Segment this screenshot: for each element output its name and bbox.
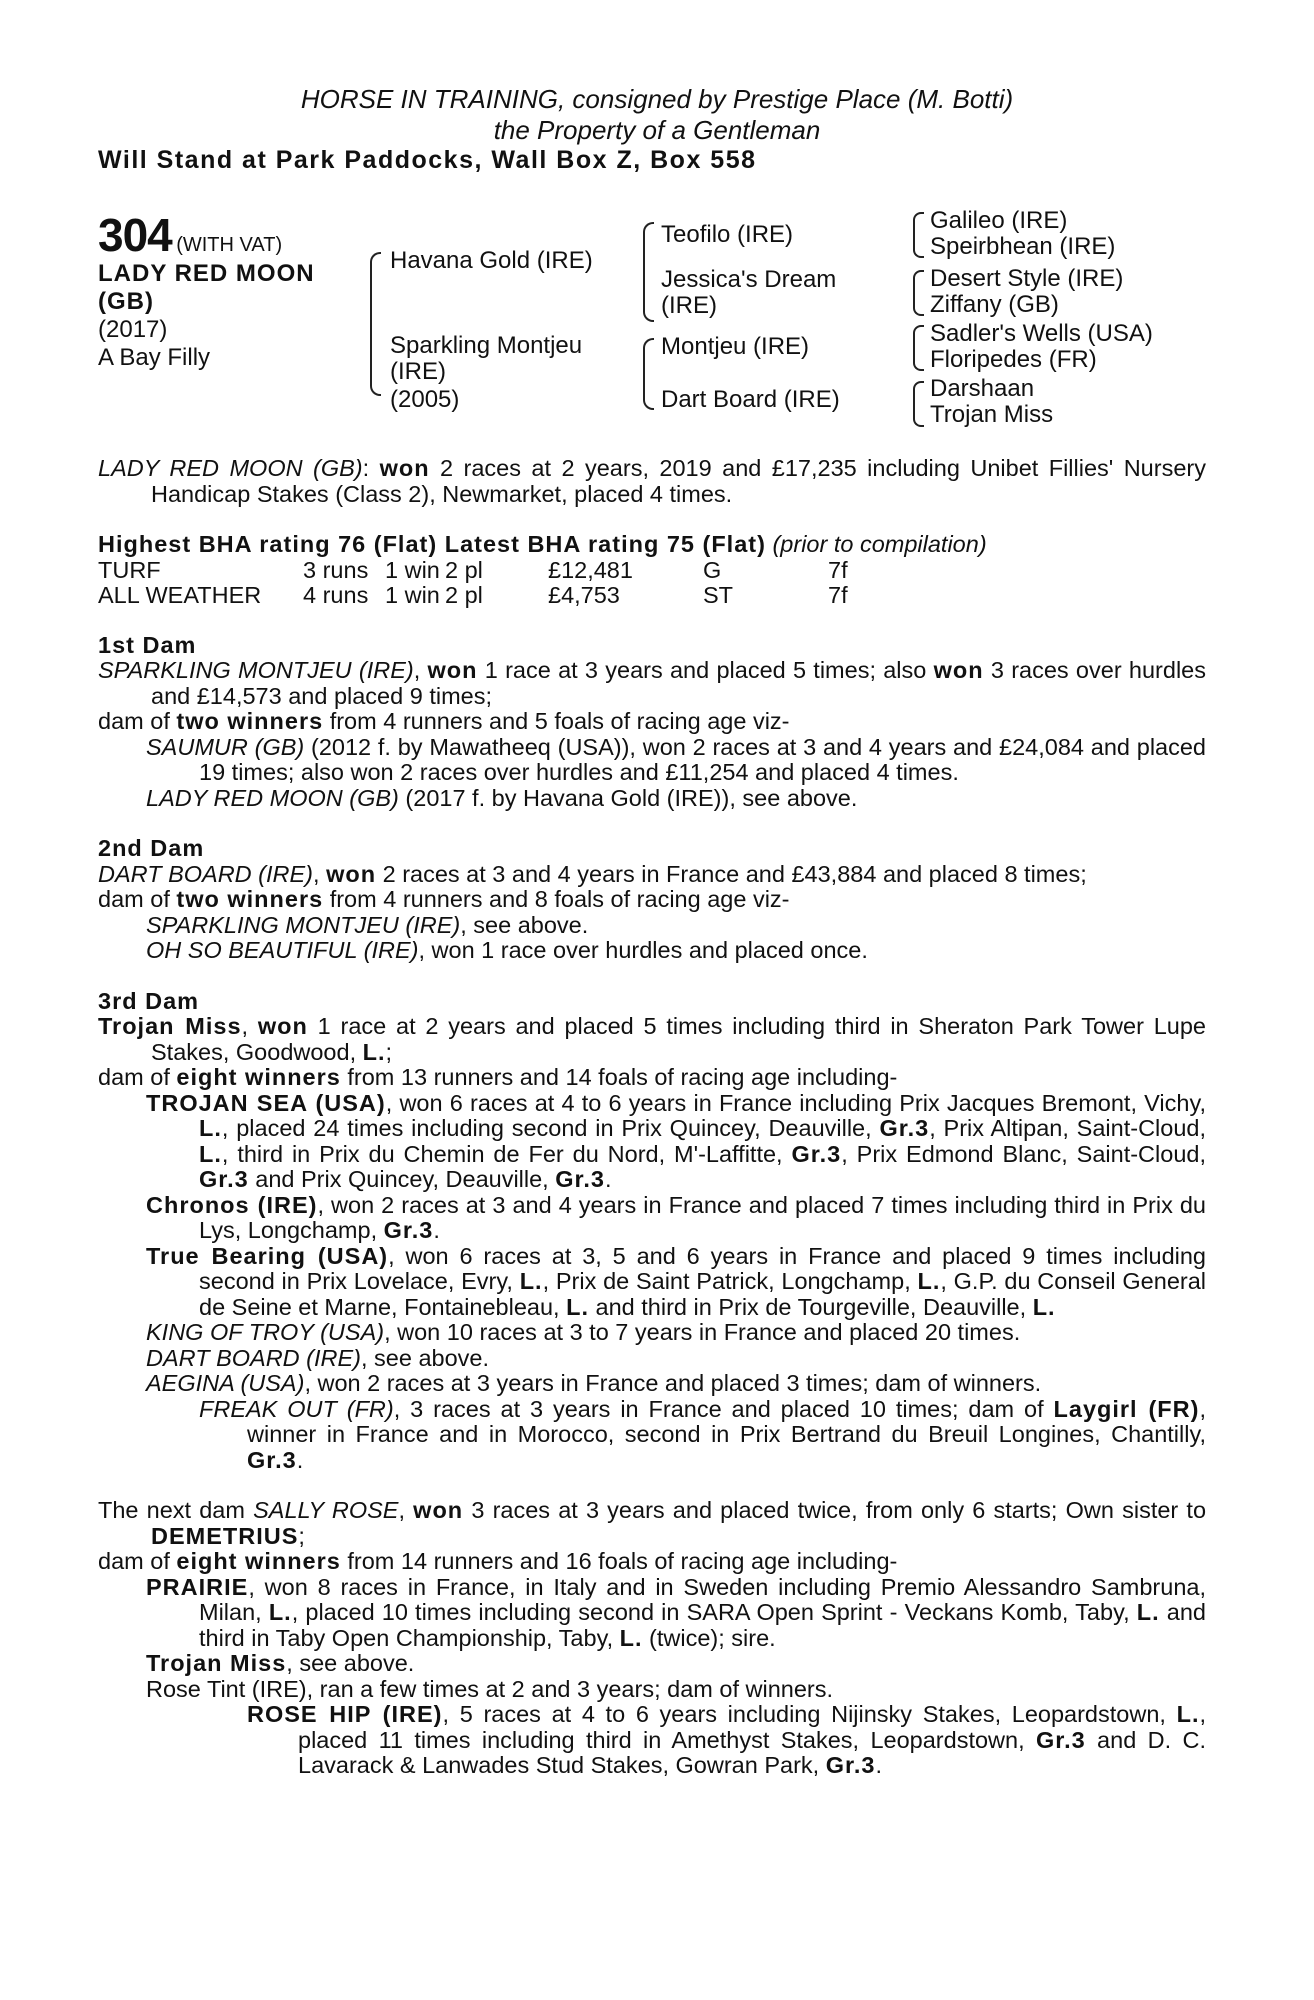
pedigree-sire-dam: Jessica's Dream [661,266,837,293]
pedigree-dam-year: (2005) [390,386,460,413]
fourth-dam-produce-item: PRAIRIE, won 8 races in France, in Italy and in Sweden including Premio Alessandro Sambruna, Milan, L., placed 10 times including second in SARA Open Sprint - Veckans Komb, Taby, L. and third in Taby Open Championship, Taby, L. (twice); sire. [146,1573,1206,1651]
catalogue-header-consignor: HORSE IN TRAINING, consigned by Prestige Place (M. Botti) [300,84,1014,114]
third-dam-grandproduce-item: FREAK OUT (FR), 3 races at 3 years in France and placed 10 times; dam of Laygirl (FR), winner in France and in Morocco, second in Prix Bertrand du Breuil Longines, Chantilly, Gr.3. [199,1395,1206,1473]
third-dam-produce-item: True Bearing (USA), won 6 races at 3, 5 and 6 years in France and placed 9 times including second in Prix Lovelace, Evry, L., Prix de Saint Patrick, Longchamp, L., G.P. du Conseil General de Seine et Marne, Fontainebleau, L. and third in Prix de Tourgeville, Deauville, L. [146,1242,1207,1320]
second-dam-produce-item: OH SO BEAUTIFUL (IRE), won 1 race over hurdles and placed once. [146,937,868,963]
third-dam-heading: 3rd Dam [98,987,200,1014]
pedigree-sdd: Ziffany (GB) [930,291,1059,318]
pedigree-sire-dam-suffix: (IRE) [661,292,717,319]
lot-number: 304 [98,209,172,261]
lot-name: LADY RED MOON [98,260,315,287]
pedigree-bracket-ds [913,325,924,371]
third-dam-produce-item: AEGINA (USA), won 2 races at 3 years in France and placed 3 times; dam of winners. [146,1370,1042,1396]
third-dam-produce-summary: dam of eight winners from 13 runners and 14 foals of racing age including- [98,1064,898,1090]
catalogue-header-property: the Property of a Gentleman [493,115,821,145]
second-dam-produce-summary: dam of two winners from 4 runners and 8 foals of racing age viz- [98,886,790,912]
lot-name-suffix: (GB) [98,288,154,315]
ratings-heading: Highest BHA rating 76 (Flat) Latest BHA rating 75 (Flat) (prior to compilation) [98,531,987,557]
second-dam-record: DART BOARD (IRE), won 2 races at 3 and 4 years in France and £43,884 and placed 8 times; [98,860,1087,887]
lot-description: A Bay Filly [98,344,211,371]
first-dam-record: SPARKLING MONTJEU (IRE), won 1 race at 3 years and placed 5 times; also won 3 races over hurdles and £14,573 and placed 9 times; [98,657,1206,709]
race-record-row: ALL WEATHER 4 runs 1 win 2 pl £4,753 ST 7f [98,581,848,608]
third-dam-record: Trojan Miss, won 1 race at 2 years and placed 5 times including third in Sheraton Park Tower Lupe Stakes, Goodwood, L.; [98,1013,1206,1065]
fourth-dam-grandproduce-item: ROSE HIP (IRE), 5 races at 4 to 6 years including Nijinsky Stakes, Leopardstown, L., placed 11 times including third in Amethyst Stakes, Leopardstown, Gr.3 and D. C. Lavarack & Lanwades Stud Stakes, Gowran Park, Gr.3. [247,1701,1207,1778]
fourth-dam-produce-item: Trojan Miss, see above. [146,1650,415,1676]
pedigree-dsd: Floripedes (FR) [930,346,1097,373]
pedigree-sire-sire: Teofilo (IRE) [661,221,794,248]
pedigree-dam-suffix: (IRE) [390,358,446,385]
catalogue-body [98,456,1206,1779]
pedigree-bracket-sire [643,222,654,322]
pedigree-dam-sire: Montjeu (IRE) [661,333,810,360]
pedigree-bracket-ss [913,212,924,258]
fourth-dam-record: The next dam SALLY ROSE, won 3 races at 3 years and placed twice, from only 6 starts; Own sister to DEMETRIUS; [98,1497,1207,1549]
pedigree-ssd: Speirbhean (IRE) [930,233,1116,260]
pedigree-dam: Sparkling Montjeu [390,332,583,359]
pedigree-sire: Havana Gold (IRE) [390,247,593,274]
first-dam-produce-summary: dam of two winners from 4 runners and 5 foals of racing age viz- [98,708,790,734]
pedigree-bracket-dd [913,381,924,427]
pedigree-dam-dam: Dart Board (IRE) [661,386,840,413]
second-dam-produce-item: SPARKLING MONTJEU (IRE), see above. [146,911,589,938]
first-dam-heading: 1st Dam [98,631,197,658]
third-dam-produce-item: DART BOARD (IRE), see above. [146,1344,490,1371]
pedigree-bracket-dam [643,338,654,410]
third-dam-produce-item: TROJAN SEA (USA), won 6 races at 4 to 6 years in France including Prix Jacques Bremont, Vichy, L., placed 24 times including second in Prix Quincey, Deauville, Gr.3, Prix Altipan, Saint-Cloud, L., third in Prix du Chemin de Fer du Nord, M'-Laffitte, Gr.3, Prix Edmond Blanc, Saint-Cloud, Gr.3 and Prix Quincey, Deauville, Gr.3. [146,1089,1206,1192]
pedigree-bracket-gen1 [370,252,381,396]
first-dam-produce-item: SAUMUR (GB) (2012 f. by Mawatheeq (USA)), won 2 races at 3 and 4 years and £24,084 and placed 19 times; also won 2 races over hurdles and £11,254 and placed 4 times. [146,733,1206,785]
third-dam-produce-item: KING OF TROY (USA), won 10 races at 3 to 7 years in France and placed 20 times. [146,1319,1021,1345]
second-dam-heading: 2nd Dam [98,835,205,861]
pedigree-dss: Sadler's Wells (USA) [930,320,1153,347]
pedigree-ddd: Trojan Miss [930,401,1054,428]
fourth-dam-produce-item: Rose Tint (IRE), ran a few times at 2 and 3 years; dam of winners. [146,1675,834,1702]
catalogue-header-stabling: Will Stand at Park Paddocks, Wall Box Z, Box 558 [98,146,757,174]
lot-vat: (WITH VAT) [176,234,283,256]
fourth-dam-produce-summary: dam of eight winners from 14 runners and 16 foals of racing age including- [98,1548,898,1574]
third-dam-produce-item: Chronos (IRE), won 2 races at 3 and 4 years in France and placed 7 times including third in Prix du Lys, Longchamp, Gr.3. [146,1191,1206,1243]
pedigree-dds: Darshaan [930,375,1035,402]
first-dam-produce-item: LADY RED MOON (GB) (2017 f. by Havana Gold (IRE)), see above. [146,784,858,811]
lot-year: (2017) [98,316,168,343]
race-record-table [98,558,848,608]
race-record-row: TURF 3 runs 1 win 2 pl £12,481 G 7f [98,556,848,583]
pedigree-bracket-sd [913,270,924,316]
race-summary: LADY RED MOON (GB): won 2 races at 2 years, 2019 and £17,235 including Unibet Fillies' Nursery Handicap Stakes (Class 2), Newmarket, placed 4 times. [98,455,1206,507]
pedigree-sds: Desert Style (IRE) [930,265,1124,292]
lot-info [98,208,315,372]
pedigree-sss: Galileo (IRE) [930,207,1068,234]
